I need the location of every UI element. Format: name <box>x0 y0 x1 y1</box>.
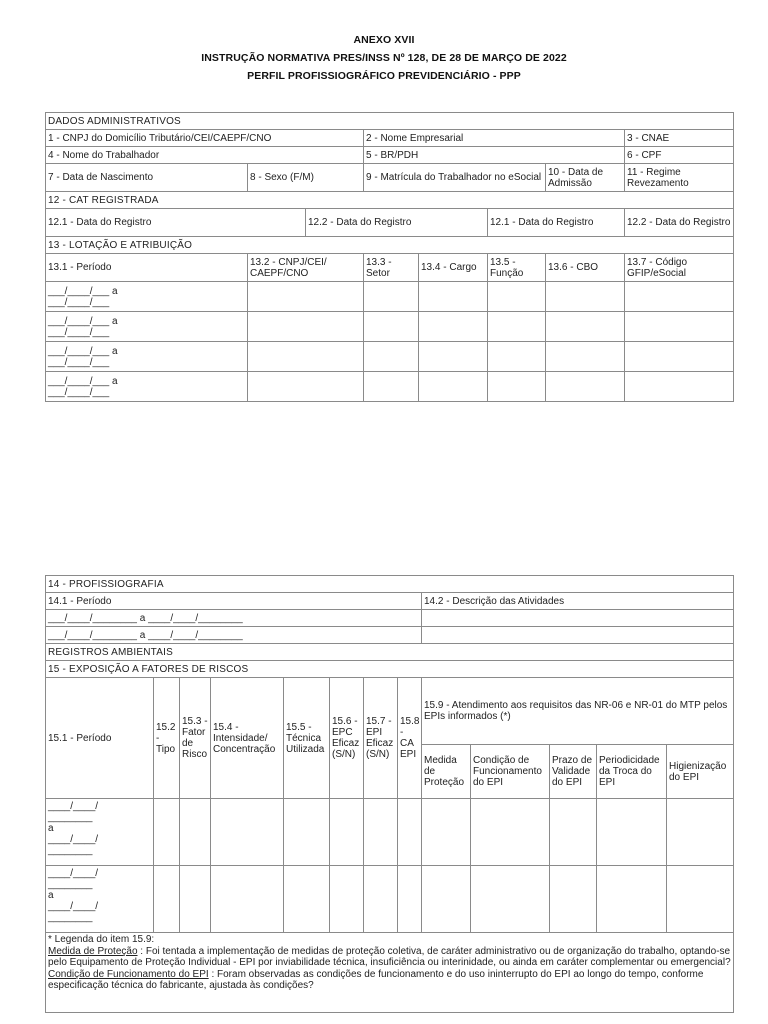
col-15-2-type: 15.2 - Tipo <box>154 678 180 799</box>
condicao-cell[interactable] <box>471 866 550 933</box>
periodicidade-cell[interactable] <box>597 799 667 866</box>
intensity-cell[interactable] <box>211 866 284 933</box>
field-cat-registry-date-4[interactable]: 12.2 - Data do Registro <box>625 209 734 237</box>
profissiografia-section-title: 14 - PROFISSIOGRAFIA <box>46 576 734 593</box>
epi-cell[interactable] <box>364 866 398 933</box>
col-13-4-position: 13.4 - Cargo <box>419 254 488 282</box>
registros-section-title: REGISTROS AMBIENTAIS <box>46 644 734 661</box>
position-cell[interactable] <box>419 372 488 402</box>
field-esocial-id[interactable]: 9 - Matrícula do Trabalhador no eSocial <box>364 164 546 192</box>
field-birth-date[interactable]: 7 - Data de Nascimento <box>46 164 248 192</box>
col-15-6-epc: 15.6 - EPC Eficaz (S/N) <box>330 678 364 799</box>
col-13-2-cnpj: 13.2 - CNPJ/CEI/ CAEPF/CNO <box>248 254 364 282</box>
activity-period-cell[interactable]: ___/____/________ a ____/____/________ <box>46 610 422 627</box>
period-cell[interactable]: ___/____/___ a ___/____/___ <box>46 372 248 402</box>
table-row <box>46 866 734 933</box>
col-15-9-nr-requirements: 15.9 - Atendimento aos requisitos das NR-06 e NR-01 do MTP pelos EPIs informados (*) <box>422 678 734 745</box>
table-row <box>46 312 734 342</box>
field-sex[interactable]: 8 - Sexo (F/M) <box>248 164 364 192</box>
field-cat-registry-date-1[interactable]: 12.1 - Data do Registro <box>46 209 306 237</box>
col-15-5-technique: 15.5 - Técnica Utilizada <box>284 678 330 799</box>
profissiografia-table <box>45 575 734 1013</box>
table-row <box>46 610 734 627</box>
function-cell[interactable] <box>488 312 546 342</box>
gfip-cell[interactable] <box>625 342 734 372</box>
epc-cell[interactable] <box>330 799 364 866</box>
field-cnpj[interactable]: 1 - CNPJ do Domicílio Tributário/CEI/CAEPF/CNO <box>46 130 364 147</box>
condicao-cell[interactable] <box>471 799 550 866</box>
activity-period-cell[interactable]: ___/____/________ a ____/____/________ <box>46 627 422 644</box>
col-15-3-risk-factor: 15.3 - Fator de Risco <box>180 678 211 799</box>
col-15-8-ca-epi: 15.8 - CA EPI <box>398 678 422 799</box>
position-cell[interactable] <box>419 342 488 372</box>
sector-cell[interactable] <box>364 282 419 312</box>
exposure-period-cell[interactable]: ____/____/ ________ a ____/____/ ________ <box>46 799 154 866</box>
cbo-cell[interactable] <box>546 312 625 342</box>
ca-cell[interactable] <box>398 799 422 866</box>
field-worker-name[interactable]: 4 - Nome do Trabalhador <box>46 147 364 164</box>
field-cnae[interactable]: 3 - CNAE <box>625 130 734 147</box>
table-row <box>46 372 734 402</box>
epc-cell[interactable] <box>330 866 364 933</box>
higienizacao-cell[interactable] <box>667 799 734 866</box>
field-cat-registry-date-3[interactable]: 12.1 - Data do Registro <box>488 209 625 237</box>
activity-description-cell[interactable] <box>422 610 734 627</box>
legend-cell <box>46 933 734 1013</box>
col-medida-protecao: Medida de Proteção <box>422 745 471 799</box>
legend-condicao: Condição de Funcionamento do EPI : Foram observadas as condições de funcionamento e do uso ininterrupto do EPI ao longo do tempo, conforme especificação técnica do fabricante, ajustada às condições? <box>48 968 704 991</box>
cbo-cell[interactable] <box>546 282 625 312</box>
col-13-7-gfip: 13.7 - Código GFIP/eSocial <box>625 254 734 282</box>
col-prazo-validade: Prazo de Validade do EPI <box>550 745 597 799</box>
cnpj-cell[interactable] <box>248 312 364 342</box>
gfip-cell[interactable] <box>625 282 734 312</box>
risk-cell[interactable] <box>180 866 211 933</box>
technique-cell[interactable] <box>284 866 330 933</box>
higienizacao-cell[interactable] <box>667 866 734 933</box>
exposure-period-cell[interactable]: ____/____/ ________ a ____/____/ ________ <box>46 866 154 933</box>
function-cell[interactable] <box>488 372 546 402</box>
col-14-2-activities: 14.2 - Descrição das Atividades <box>422 593 734 610</box>
field-admission-date[interactable]: 10 - Data de Admissão <box>546 164 625 192</box>
legend-title: * Legenda do item 15.9: <box>48 934 155 945</box>
epi-cell[interactable] <box>364 799 398 866</box>
table-row <box>46 627 734 644</box>
field-cat-registry-date-2[interactable]: 12.2 - Data do Registro <box>306 209 488 237</box>
field-cpf[interactable]: 6 - CPF <box>625 147 734 164</box>
col-14-1-period: 14.1 - Período <box>46 593 422 610</box>
document-header <box>0 31 768 85</box>
sector-cell[interactable] <box>364 342 419 372</box>
annex-title: ANEXO XVII <box>353 34 415 46</box>
admin-section-title: DADOS ADMINISTRATIVOS <box>46 113 734 130</box>
ca-cell[interactable] <box>398 866 422 933</box>
position-cell[interactable] <box>419 282 488 312</box>
risk-cell[interactable] <box>180 799 211 866</box>
exposicao-section-title: 15 - EXPOSIÇÃO A FATORES DE RISCOS <box>46 661 734 678</box>
intensity-cell[interactable] <box>211 799 284 866</box>
cnpj-cell[interactable] <box>248 342 364 372</box>
period-cell[interactable]: ___/____/___ a ___/____/___ <box>46 312 248 342</box>
type-cell[interactable] <box>154 866 180 933</box>
instruction-title: INSTRUÇÃO NORMATIVA PRES/INSS Nº 128, DE 28 DE MARÇO DE 2022 <box>201 52 567 64</box>
col-13-6-cbo: 13.6 - CBO <box>546 254 625 282</box>
table-row <box>46 342 734 372</box>
col-15-1-period: 15.1 - Período <box>46 678 154 799</box>
col-higienizacao: Higienização do EPI <box>667 745 734 799</box>
col-15-4-intensity: 15.4 - Intensidade/ Concentração <box>211 678 284 799</box>
field-company-name[interactable]: 2 - Nome Empresarial <box>364 130 625 147</box>
type-cell[interactable] <box>154 799 180 866</box>
cbo-cell[interactable] <box>546 372 625 402</box>
technique-cell[interactable] <box>284 799 330 866</box>
legend-medida: Medida de Proteção : Foi tentada a implementação de medidas de proteção coletiva, de caráter administrativo ou de organização do trabalho, optando-se pelo Equipamento de Proteção Individual - EPI por inviabilidade técnica, insuficiência ou interinidade, ou ainda em caráter complementar ou emergencial? <box>48 945 731 968</box>
period-cell[interactable]: ___/____/___ a ___/____/___ <box>46 282 248 312</box>
period-cell[interactable]: ___/____/___ a ___/____/___ <box>46 342 248 372</box>
gfip-cell[interactable] <box>625 312 734 342</box>
cnpj-cell[interactable] <box>248 282 364 312</box>
ppp-title: PERFIL PROFISSIOGRÁFICO PREVIDENCIÁRIO - PPP <box>247 70 521 82</box>
sector-cell[interactable] <box>364 312 419 342</box>
medida-cell[interactable] <box>422 799 471 866</box>
activity-description-cell[interactable] <box>422 627 734 644</box>
position-cell[interactable] <box>419 312 488 342</box>
col-periodicidade-troca: Periodicidade da Troca do EPI <box>597 745 667 799</box>
periodicidade-cell[interactable] <box>597 866 667 933</box>
table-row <box>46 799 734 866</box>
col-condicao-funcionamento: Condição de Funcionamento do EPI <box>471 745 550 799</box>
col-13-3-sector: 13.3 - Setor <box>364 254 419 282</box>
function-cell[interactable] <box>488 342 546 372</box>
table-row <box>46 282 734 312</box>
cbo-cell[interactable] <box>546 342 625 372</box>
cat-section-title: 12 - CAT REGISTRADA <box>46 192 734 209</box>
field-br-pdh[interactable]: 5 - BR/PDH <box>364 147 625 164</box>
cnpj-cell[interactable] <box>248 372 364 402</box>
prazo-cell[interactable] <box>550 866 597 933</box>
gfip-cell[interactable] <box>625 372 734 402</box>
field-shift-regime[interactable]: 11 - Regime Revezamento <box>625 164 734 192</box>
lotacao-section-title: 13 - LOTAÇÃO E ATRIBUIÇÃO <box>46 237 734 254</box>
prazo-cell[interactable] <box>550 799 597 866</box>
medida-cell[interactable] <box>422 866 471 933</box>
function-cell[interactable] <box>488 282 546 312</box>
col-13-5-function: 13.5 - Função <box>488 254 546 282</box>
sector-cell[interactable] <box>364 372 419 402</box>
col-15-7-epi: 15.7 - EPI Eficaz (S/N) <box>364 678 398 799</box>
col-13-1-period: 13.1 - Período <box>46 254 248 282</box>
admin-table <box>45 112 734 402</box>
